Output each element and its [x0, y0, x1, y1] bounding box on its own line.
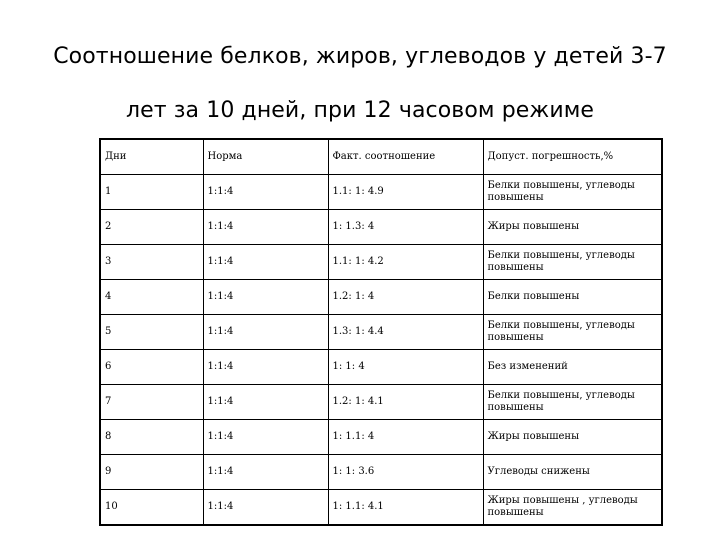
deviation-cell: Углеводы снижены — [483, 455, 662, 490]
table-row — [100, 455, 662, 490]
table-row — [100, 280, 662, 315]
actual-ratio-cell: 1.2: 1: 4 — [328, 280, 483, 315]
norm-cell: 1:1:4 — [203, 420, 328, 455]
actual-ratio-cell: 1: 1.1: 4 — [328, 420, 483, 455]
deviation-cell: Жиры повышены , углеводы повышены — [483, 490, 662, 526]
day-cell: 5 — [100, 315, 203, 350]
actual-ratio-cell: 1: 1: 3.6 — [328, 455, 483, 490]
table-row — [100, 210, 662, 245]
table-row — [100, 420, 662, 455]
norm-cell: 1:1:4 — [203, 455, 328, 490]
norm-cell: 1:1:4 — [203, 315, 328, 350]
table-row — [100, 385, 662, 420]
table-row — [100, 175, 662, 210]
actual-ratio-cell: 1.2: 1: 4.1 — [328, 385, 483, 420]
deviation-cell: Белки повышены, углеводы повышены — [483, 245, 662, 280]
header-actual-ratio: Факт. соотношение — [328, 139, 483, 175]
norm-cell: 1:1:4 — [203, 280, 328, 315]
title-line-2: лет за 10 дней, при 12 часовом режиме — [125, 98, 595, 123]
deviation-cell: Жиры повышены — [483, 210, 662, 245]
slide-title — [20, 30, 700, 138]
header-norm: Норма — [203, 139, 328, 175]
header-days: Дни — [100, 139, 203, 175]
day-cell: 2 — [100, 210, 203, 245]
deviation-cell: Без изменений — [483, 350, 662, 385]
actual-ratio-cell: 1.3: 1: 4.4 — [328, 315, 483, 350]
norm-cell: 1:1:4 — [203, 175, 328, 210]
day-cell: 3 — [100, 245, 203, 280]
day-cell: 6 — [100, 350, 203, 385]
norm-cell: 1:1:4 — [203, 350, 328, 385]
deviation-cell: Белки повышены — [483, 280, 662, 315]
title-line-1: Соотношение белков, жиров, углеводов у детей 3-7 — [53, 44, 667, 69]
actual-ratio-cell: 1: 1.1: 4.1 — [328, 490, 483, 526]
actual-ratio-cell: 1: 1.3: 4 — [328, 210, 483, 245]
norm-cell: 1:1:4 — [203, 385, 328, 420]
table-row — [100, 350, 662, 385]
day-cell: 7 — [100, 385, 203, 420]
deviation-cell: Белки повышены, углеводы повышены — [483, 175, 662, 210]
deviation-cell: Жиры повышены — [483, 420, 662, 455]
table-row — [100, 490, 662, 526]
actual-ratio-cell: 1.1: 1: 4.9 — [328, 175, 483, 210]
norm-cell: 1:1:4 — [203, 210, 328, 245]
actual-ratio-cell: 1.1: 1: 4.2 — [328, 245, 483, 280]
day-cell: 8 — [100, 420, 203, 455]
deviation-cell: Белки повышены, углеводы повышены — [483, 315, 662, 350]
header-allowed-error: Допуст. погрешность,% — [483, 139, 662, 175]
day-cell: 9 — [100, 455, 203, 490]
day-cell: 4 — [100, 280, 203, 315]
actual-ratio-cell: 1: 1: 4 — [328, 350, 483, 385]
table-row — [100, 315, 662, 350]
deviation-cell: Белки повышены, углеводы повышены — [483, 385, 662, 420]
day-cell: 1 — [100, 175, 203, 210]
norm-cell: 1:1:4 — [203, 490, 328, 526]
ratio-table — [99, 138, 663, 526]
norm-cell: 1:1:4 — [203, 245, 328, 280]
day-cell: 10 — [100, 490, 203, 526]
table-row — [100, 245, 662, 280]
table-header-row — [100, 139, 662, 175]
